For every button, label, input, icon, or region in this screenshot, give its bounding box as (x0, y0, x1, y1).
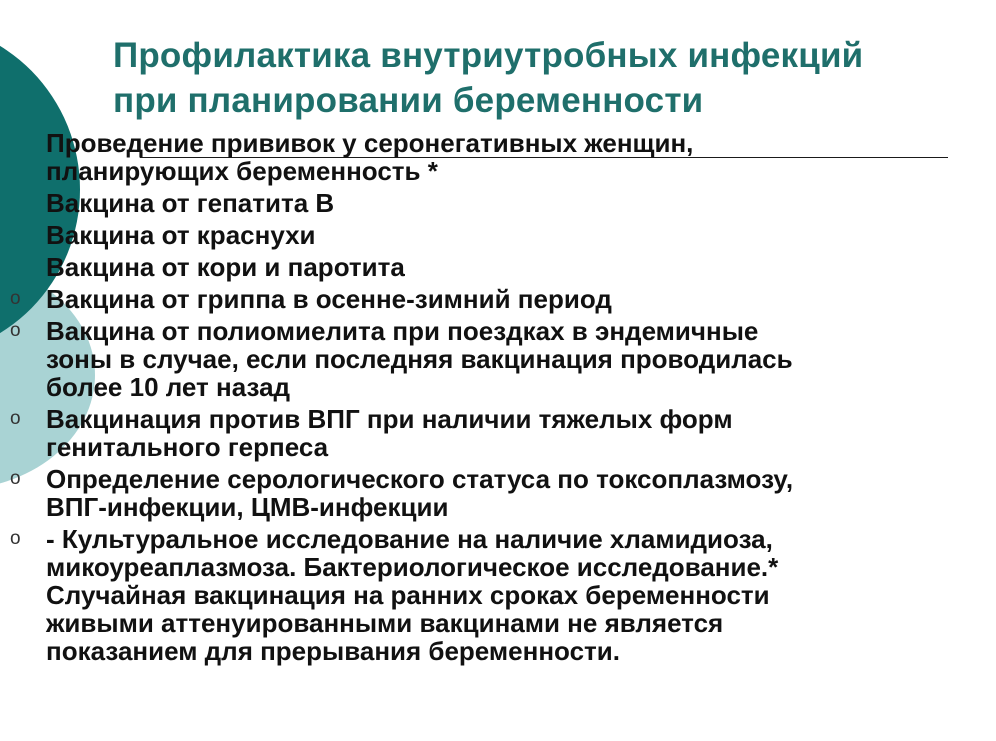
list-item-line: генитального герпеса (46, 432, 329, 462)
list-item-line: живыми аттенуированными вакцинами не является (46, 608, 724, 638)
list-item (10, 524, 986, 666)
list-item-text (46, 221, 986, 249)
list-item-line: микоуреаплазмоза. Бактериологическое исследование.* (46, 552, 779, 582)
list-item-line: - Культуральное исследование на наличие хламидиоза, (46, 524, 773, 554)
list-item-line: Вакцинация против ВПГ при наличии тяжелых форм (46, 404, 733, 434)
list-item (10, 316, 986, 402)
list-item-line: более 10 лет назад (46, 372, 291, 402)
bullet-circle-icon: o (10, 408, 21, 429)
list-item-line: Определение серологического статуса по токсоплазмозу, (46, 464, 794, 494)
list-item-text (46, 525, 986, 665)
list-item-line: планирующих беременность * (46, 156, 438, 186)
list-item-line: Вакцина от гепатита В (46, 188, 335, 218)
list-item-line: показанием для прерывания беременности. (46, 636, 620, 666)
bullet-circle-icon: o (10, 320, 21, 341)
slide-title-line: Профилактика внутриутробных инфекций (113, 36, 864, 75)
list-item (46, 189, 986, 217)
bullet-circle-icon: o (10, 288, 21, 309)
list-item-text (46, 465, 986, 521)
list-item-text (46, 129, 986, 185)
list-item-line: ВПГ-инфекции, ЦМВ-инфекции (46, 492, 449, 522)
list-item-text (46, 285, 986, 313)
list-item-line: Вакцина от краснухи (46, 220, 316, 250)
list-item (46, 221, 986, 249)
list-item-line: Вакцина от кори и паротита (46, 252, 405, 282)
list-item (10, 404, 986, 462)
list-item (10, 464, 986, 522)
bullet-circle-icon: o (10, 468, 21, 489)
list-item (46, 253, 986, 281)
slide-body (10, 128, 986, 666)
list-item (46, 129, 986, 185)
list-item (10, 284, 986, 314)
list-item-line: Вакцина от полиомиелита при поездках в эндемичные (46, 316, 759, 346)
list-item-line: Вакцина от гриппа в осенне-зимний период (46, 284, 612, 314)
list-item-line: зоны в случае, если последняя вакцинация проводилась (46, 344, 793, 374)
bullet-circle-icon: o (10, 528, 21, 549)
slide-title (113, 33, 973, 123)
list-item-line: Случайная вакцинация на ранних сроках беременности (46, 580, 770, 610)
list-item-text (46, 253, 986, 281)
list-item-text (46, 189, 986, 217)
list-item-line: Проведение прививок у серонегативных женщин, (46, 128, 694, 158)
list-item-text (46, 317, 986, 401)
slide-title-line: при планировании беременности (113, 81, 704, 120)
list-item-text (46, 405, 986, 461)
